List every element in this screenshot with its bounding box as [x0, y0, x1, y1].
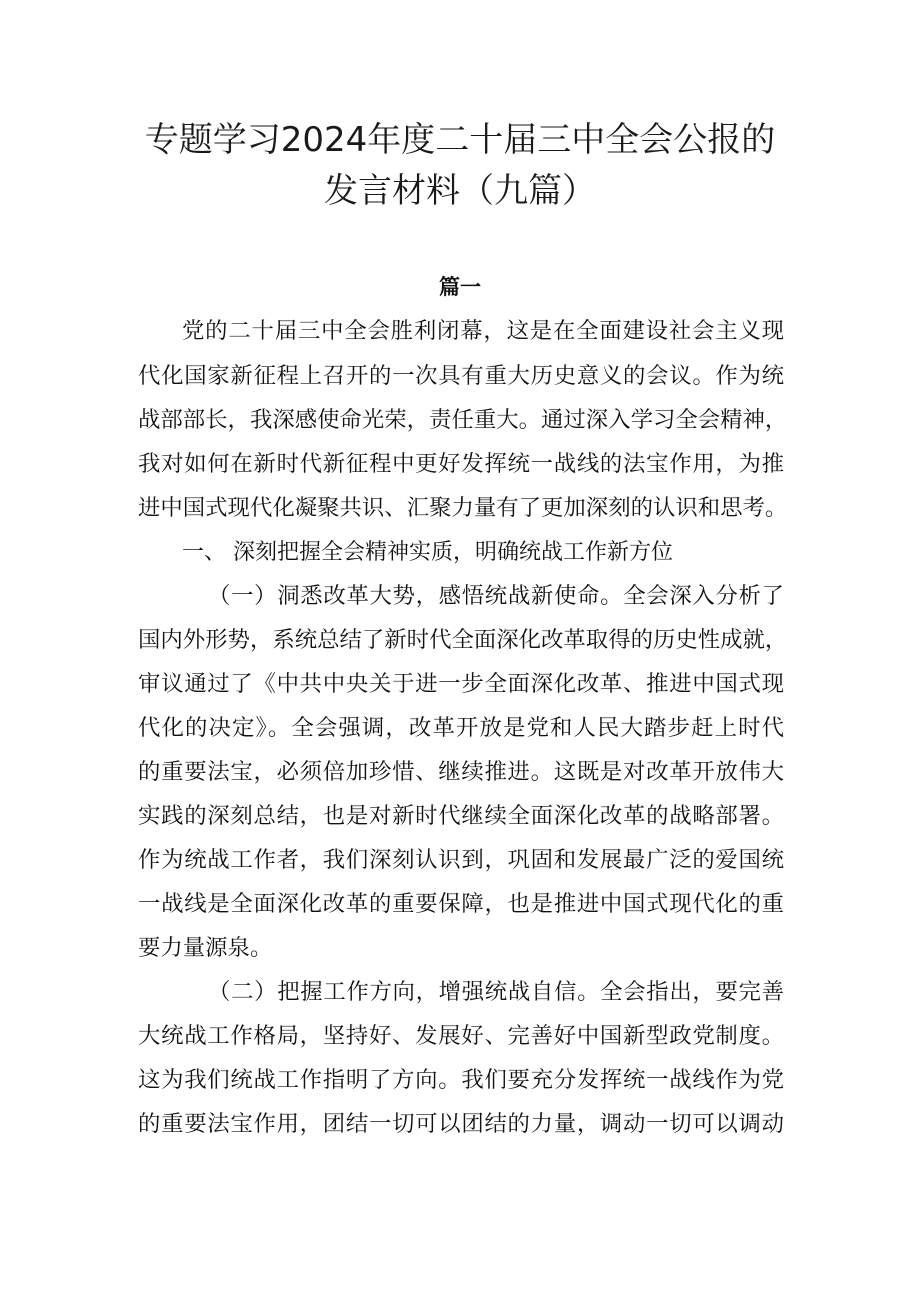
paragraph-line: 的重要法宝，必须倍加珍惜、继续推进。这既是对改革开放伟大	[138, 759, 784, 785]
document-title-line-2: 发言材料（九篇）	[324, 171, 596, 211]
paragraph-line: 代化国家新征程上召开的一次具有重大历史意义的会议。作为统	[138, 363, 784, 389]
paragraph-line: 一战线是全面深化改革的重要保障，也是推进中国式现代化的重	[138, 891, 784, 917]
paragraph-line: 实践的深刻总结，也是对新时代继续全面深化改革的战略部署。	[138, 803, 784, 829]
paragraph-line: 审议通过了《中共中央关于进一步全面深化改革、推进中国式现	[138, 671, 784, 697]
paragraph-line: 作为统战工作者，我们深刻认识到，巩固和发展最广泛的爱国统	[138, 847, 784, 873]
paragraph-line: 大统战工作格局，坚持好、发展好、完善好中国新型政党制度。	[138, 1023, 784, 1049]
paragraph-line: （二）把握工作方向，增强统战自信。全会指出，要完善	[208, 979, 784, 1005]
paragraph-line: 这为我们统战工作指明了方向。我们要充分发挥统一战线作为党	[138, 1067, 784, 1093]
paragraph-line: 代化的决定》。全会强调，改革开放是党和人民大踏步赶上时代	[138, 715, 784, 741]
paragraph-line: 要力量源泉。	[138, 935, 273, 961]
paragraph-line: 战部部长，我深感使命光荣，责任重大。通过深入学习全会精神，	[138, 407, 788, 433]
paragraph-line: 的重要法宝作用，团结一切可以团结的力量，调动一切可以调动	[138, 1111, 784, 1137]
paragraph-line: 国内外形势，系统总结了新时代全面深化改革取得的历史性成就，	[138, 627, 788, 653]
paragraph-line: （一）洞悉改革大势，感悟统战新使命。全会深入分析了	[208, 583, 784, 609]
paragraph-line: 进中国式现代化凝聚共识、汇聚力量有了更加深刻的认识和思考。	[138, 495, 788, 521]
paragraph-line: 我对如何在新时代新征程中更好发挥统一战线的法宝作用，为推	[138, 451, 784, 477]
paragraph-line: 党的二十届三中全会胜利闭幕，这是在全面建设社会主义现	[182, 318, 784, 344]
section-heading: 一、 深刻把握全会精神实质，明确统战工作新方位	[182, 540, 673, 565]
document-title-line-1: 专题学习2024年度二十届三中全会公报的	[144, 120, 776, 160]
part-heading: 篇一	[439, 275, 481, 299]
